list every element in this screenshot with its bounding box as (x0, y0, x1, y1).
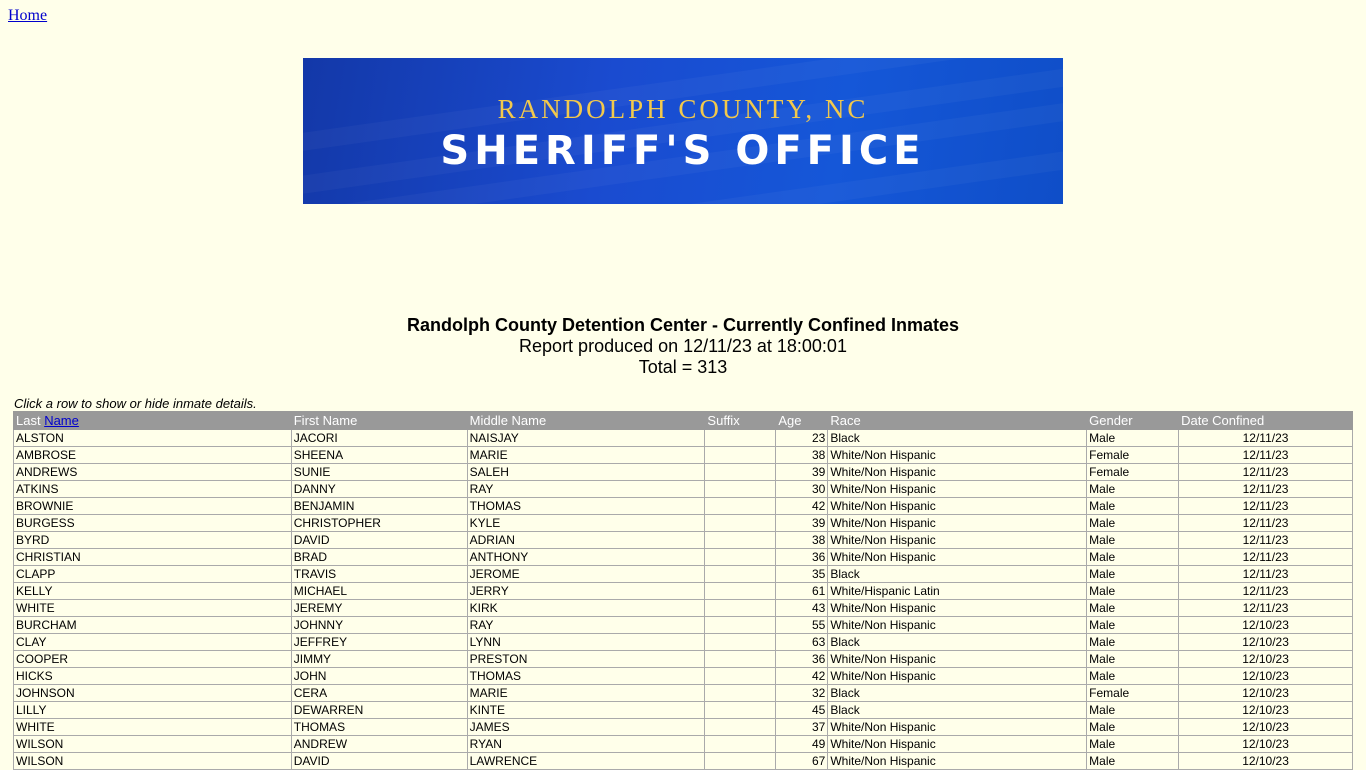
date-confined-cell: 12/11/23 (1179, 600, 1353, 617)
age-cell: 39 (776, 464, 828, 481)
last-name-cell: HICKS (14, 668, 292, 685)
table-row[interactable] (14, 430, 1353, 447)
suffix-cell (705, 668, 776, 685)
gender-cell: Male (1087, 651, 1179, 668)
race-cell: White/Non Hispanic (828, 515, 1087, 532)
date-confined-cell: 12/11/23 (1179, 566, 1353, 583)
middle-name-cell: THOMAS (467, 668, 705, 685)
age-cell: 49 (776, 736, 828, 753)
race-cell: White/Non Hispanic (828, 600, 1087, 617)
table-row[interactable] (14, 498, 1353, 515)
first-name-cell: JIMMY (291, 651, 467, 668)
suffix-cell (705, 600, 776, 617)
first-name-cell: ANDREW (291, 736, 467, 753)
date-confined-cell: 12/11/23 (1179, 515, 1353, 532)
middle-name-cell: KINTE (467, 702, 705, 719)
race-cell: Black (828, 634, 1087, 651)
first-name-cell: CHRISTOPHER (291, 515, 467, 532)
col-age: Age (776, 412, 828, 430)
table-row[interactable] (14, 685, 1353, 702)
sort-by-name-link[interactable]: Name (44, 413, 79, 428)
home-link[interactable]: Home (8, 7, 48, 24)
table-row[interactable] (14, 702, 1353, 719)
table-row[interactable] (14, 668, 1353, 685)
race-cell: Black (828, 702, 1087, 719)
table-row[interactable] (14, 600, 1353, 617)
first-name-cell: JOHNNY (291, 617, 467, 634)
race-cell: White/Non Hispanic (828, 719, 1087, 736)
last-name-cell: ALSTON (14, 430, 292, 447)
first-name-cell: BRAD (291, 549, 467, 566)
age-cell: 45 (776, 702, 828, 719)
gender-cell: Male (1087, 481, 1179, 498)
suffix-cell (705, 447, 776, 464)
age-cell: 43 (776, 600, 828, 617)
suffix-cell (705, 719, 776, 736)
gender-cell: Male (1087, 617, 1179, 634)
gender-cell: Male (1087, 600, 1179, 617)
suffix-cell (705, 481, 776, 498)
middle-name-cell: RAY (467, 617, 705, 634)
last-name-cell: WHITE (14, 600, 292, 617)
date-confined-cell: 12/10/23 (1179, 719, 1353, 736)
race-cell: White/Non Hispanic (828, 668, 1087, 685)
middle-name-cell: JEROME (467, 566, 705, 583)
inmate-table (13, 411, 1353, 770)
first-name-cell: DAVID (291, 532, 467, 549)
last-name-cell: WHITE (14, 719, 292, 736)
gender-cell: Female (1087, 464, 1179, 481)
last-name-cell: KELLY (14, 583, 292, 600)
last-name-cell: BURGESS (14, 515, 292, 532)
gender-cell: Female (1087, 685, 1179, 702)
suffix-cell (705, 753, 776, 770)
gender-cell: Male (1087, 719, 1179, 736)
middle-name-cell: RYAN (467, 736, 705, 753)
banner-county: RANDOLPH COUNTY, NC (497, 94, 869, 124)
table-row[interactable] (14, 515, 1353, 532)
suffix-cell (705, 464, 776, 481)
first-name-cell: BENJAMIN (291, 498, 467, 515)
suffix-cell (705, 617, 776, 634)
table-row[interactable] (14, 736, 1353, 753)
middle-name-cell: LAWRENCE (467, 753, 705, 770)
gender-cell: Male (1087, 753, 1179, 770)
race-cell: White/Hispanic Latin (828, 583, 1087, 600)
race-cell: Black (828, 430, 1087, 447)
last-name-cell: CLAPP (14, 566, 292, 583)
gender-cell: Male (1087, 634, 1179, 651)
gender-cell: Male (1087, 532, 1179, 549)
last-name-cell: BROWNIE (14, 498, 292, 515)
race-cell: White/Non Hispanic (828, 617, 1087, 634)
gender-cell: Male (1087, 566, 1179, 583)
age-cell: 42 (776, 498, 828, 515)
col-gender: Gender (1087, 412, 1179, 430)
middle-name-cell: MARIE (467, 685, 705, 702)
suffix-cell (705, 515, 776, 532)
suffix-cell (705, 430, 776, 447)
age-cell: 23 (776, 430, 828, 447)
age-cell: 38 (776, 532, 828, 549)
date-confined-cell: 12/11/23 (1179, 464, 1353, 481)
middle-name-cell: JAMES (467, 719, 705, 736)
last-name-cell: AMBROSE (14, 447, 292, 464)
date-confined-cell: 12/11/23 (1179, 583, 1353, 600)
race-cell: White/Non Hispanic (828, 549, 1087, 566)
first-name-cell: DEWARREN (291, 702, 467, 719)
col-first-name: First Name (291, 412, 467, 430)
date-confined-cell: 12/11/23 (1179, 447, 1353, 464)
date-confined-cell: 12/11/23 (1179, 498, 1353, 515)
middle-name-cell: JERRY (467, 583, 705, 600)
middle-name-cell: PRESTON (467, 651, 705, 668)
table-row[interactable] (14, 634, 1353, 651)
first-name-cell: JEREMY (291, 600, 467, 617)
report-total: Total = 313 (638, 357, 728, 377)
middle-name-cell: ANTHONY (467, 549, 705, 566)
suffix-cell (705, 685, 776, 702)
table-row[interactable] (14, 617, 1353, 634)
age-cell: 63 (776, 634, 828, 651)
table-hint: Click a row to show or hide inmate details. (14, 396, 257, 411)
age-cell: 36 (776, 549, 828, 566)
suffix-cell (705, 532, 776, 549)
first-name-cell: DANNY (291, 481, 467, 498)
table-row[interactable] (14, 447, 1353, 464)
gender-cell: Female (1087, 447, 1179, 464)
first-name-cell: THOMAS (291, 719, 467, 736)
race-cell: White/Non Hispanic (828, 651, 1087, 668)
report-title: Randolph County Detention Center - Currently Confined Inmates (406, 315, 959, 335)
banner-office: SHERIFF'S OFFICE (440, 128, 926, 174)
gender-cell: Male (1087, 702, 1179, 719)
date-confined-cell: 12/10/23 (1179, 685, 1353, 702)
gender-cell: Male (1087, 498, 1179, 515)
age-cell: 38 (776, 447, 828, 464)
middle-name-cell: RAY (467, 481, 705, 498)
date-confined-cell: 12/10/23 (1179, 634, 1353, 651)
table-row[interactable] (14, 464, 1353, 481)
gender-cell: Male (1087, 736, 1179, 753)
gender-cell: Male (1087, 430, 1179, 447)
race-cell: White/Non Hispanic (828, 498, 1087, 515)
table-row[interactable] (14, 753, 1353, 770)
first-name-cell: MICHAEL (291, 583, 467, 600)
suffix-cell (705, 566, 776, 583)
age-cell: 67 (776, 753, 828, 770)
age-cell: 32 (776, 685, 828, 702)
last-name-cell: ATKINS (14, 481, 292, 498)
race-cell: White/Non Hispanic (828, 736, 1087, 753)
col-suffix: Suffix (705, 412, 776, 430)
date-confined-cell: 12/11/23 (1179, 549, 1353, 566)
age-cell: 36 (776, 651, 828, 668)
table-row[interactable] (14, 481, 1353, 498)
col-last-name (14, 412, 292, 430)
col-last-label: Last (16, 413, 45, 428)
middle-name-cell: THOMAS (467, 498, 705, 515)
gender-cell: Male (1087, 515, 1179, 532)
middle-name-cell: NAISJAY (467, 430, 705, 447)
last-name-cell: CLAY (14, 634, 292, 651)
race-cell: White/Non Hispanic (828, 532, 1087, 549)
report-produced: Report produced on 12/11/23 at 18:00:01 (519, 336, 847, 356)
middle-name-cell: KYLE (467, 515, 705, 532)
gender-cell: Male (1087, 668, 1179, 685)
suffix-cell (705, 702, 776, 719)
table-row[interactable] (14, 566, 1353, 583)
date-confined-cell: 12/11/23 (1179, 430, 1353, 447)
suffix-cell (705, 736, 776, 753)
gender-cell: Male (1087, 583, 1179, 600)
col-race: Race (828, 412, 1087, 430)
date-confined-cell: 12/10/23 (1179, 736, 1353, 753)
first-name-cell: JEFFREY (291, 634, 467, 651)
last-name-cell: BURCHAM (14, 617, 292, 634)
sheriff-banner (303, 58, 1063, 204)
last-name-cell: BYRD (14, 532, 292, 549)
middle-name-cell: ADRIAN (467, 532, 705, 549)
middle-name-cell: KIRK (467, 600, 705, 617)
suffix-cell (705, 549, 776, 566)
age-cell: 55 (776, 617, 828, 634)
gender-cell: Male (1087, 549, 1179, 566)
table-row[interactable] (14, 583, 1353, 600)
suffix-cell (705, 498, 776, 515)
first-name-cell: CERA (291, 685, 467, 702)
last-name-cell: WILSON (14, 736, 292, 753)
first-name-cell: DAVID (291, 753, 467, 770)
table-row[interactable] (14, 532, 1353, 549)
age-cell: 42 (776, 668, 828, 685)
race-cell: Black (828, 566, 1087, 583)
age-cell: 30 (776, 481, 828, 498)
age-cell: 61 (776, 583, 828, 600)
date-confined-cell: 12/10/23 (1179, 702, 1353, 719)
race-cell: Black (828, 685, 1087, 702)
col-middle-name: Middle Name (467, 412, 705, 430)
first-name-cell: SUNIE (291, 464, 467, 481)
race-cell: White/Non Hispanic (828, 447, 1087, 464)
last-name-cell: COOPER (14, 651, 292, 668)
age-cell: 37 (776, 719, 828, 736)
table-row[interactable] (14, 549, 1353, 566)
last-name-cell: WILSON (14, 753, 292, 770)
date-confined-cell: 12/11/23 (1179, 481, 1353, 498)
first-name-cell: JACORI (291, 430, 467, 447)
date-confined-cell: 12/10/23 (1179, 753, 1353, 770)
last-name-cell: JOHNSON (14, 685, 292, 702)
first-name-cell: SHEENA (291, 447, 467, 464)
last-name-cell: LILLY (14, 702, 292, 719)
last-name-cell: ANDREWS (14, 464, 292, 481)
race-cell: White/Non Hispanic (828, 481, 1087, 498)
date-confined-cell: 12/10/23 (1179, 617, 1353, 634)
age-cell: 35 (776, 566, 828, 583)
middle-name-cell: SALEH (467, 464, 705, 481)
suffix-cell (705, 583, 776, 600)
suffix-cell (705, 651, 776, 668)
last-name-cell: CHRISTIAN (14, 549, 292, 566)
first-name-cell: JOHN (291, 668, 467, 685)
table-row[interactable] (14, 651, 1353, 668)
race-cell: White/Non Hispanic (828, 464, 1087, 481)
first-name-cell: TRAVIS (291, 566, 467, 583)
middle-name-cell: LYNN (467, 634, 705, 651)
date-confined-cell: 12/10/23 (1179, 651, 1353, 668)
suffix-cell (705, 634, 776, 651)
date-confined-cell: 12/11/23 (1179, 532, 1353, 549)
table-header-row (14, 412, 1353, 430)
middle-name-cell: MARIE (467, 447, 705, 464)
col-date-confined: Date Confined (1179, 412, 1353, 430)
race-cell: White/Non Hispanic (828, 753, 1087, 770)
date-confined-cell: 12/10/23 (1179, 668, 1353, 685)
table-row[interactable] (14, 719, 1353, 736)
age-cell: 39 (776, 515, 828, 532)
